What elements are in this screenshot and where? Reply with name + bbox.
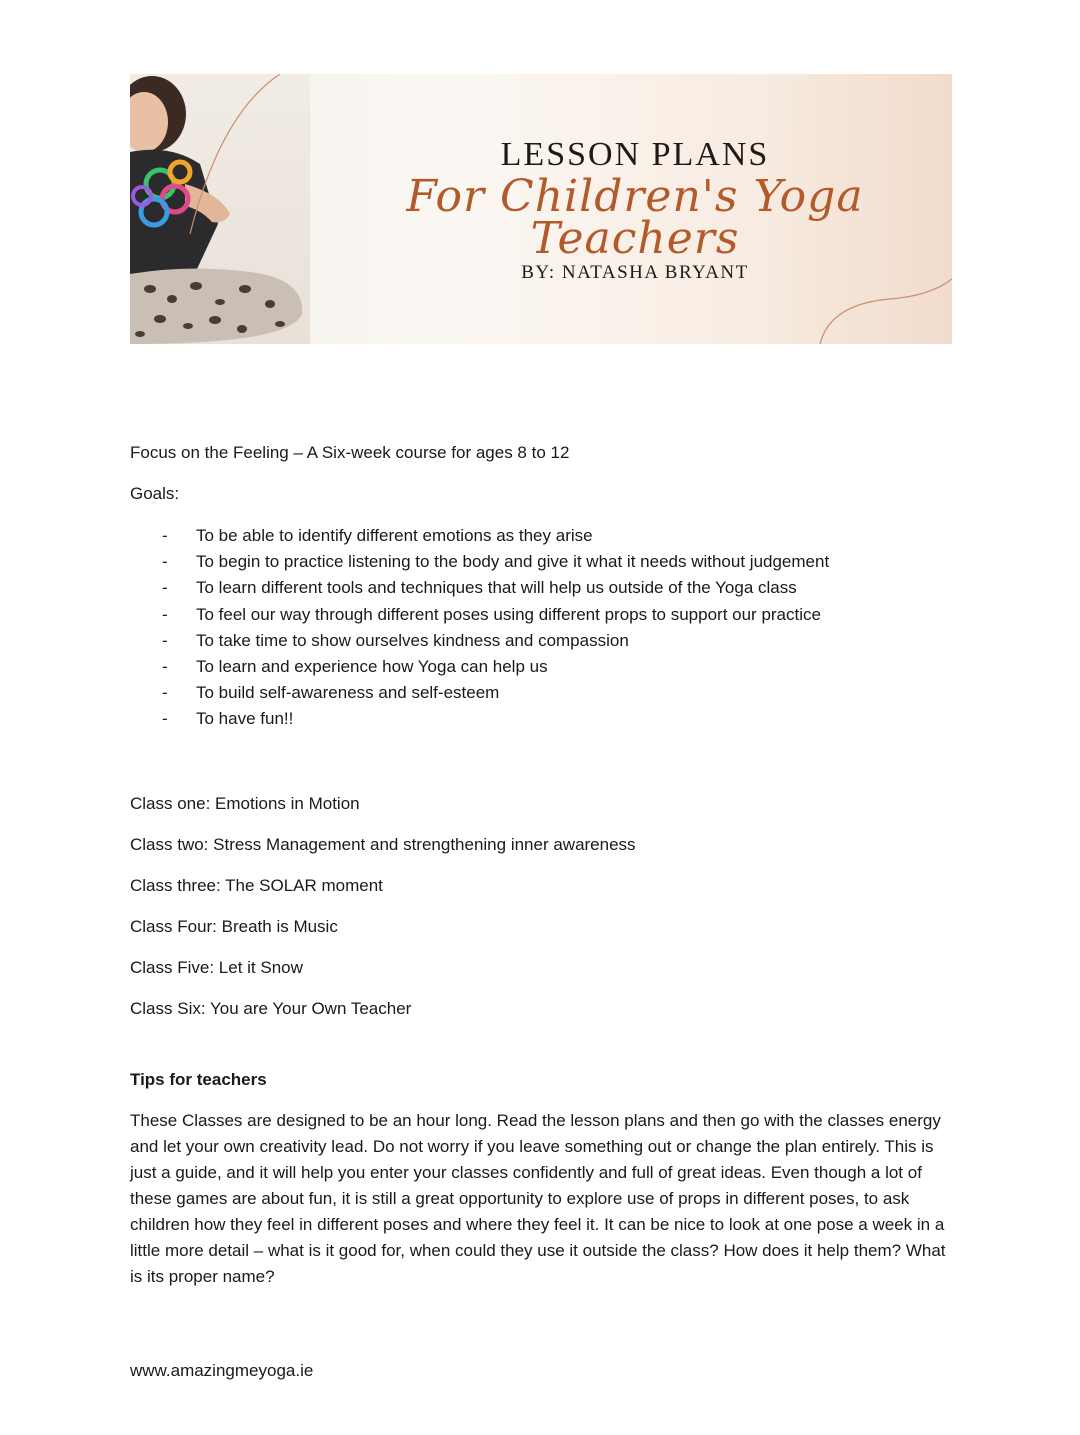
list-item: - To learn and experience how Yoga can help us [130,654,950,680]
list-item: - To begin to practice listening to the body and give it what it needs without judgement [130,549,950,575]
tips-heading: Tips for teachers [130,1069,267,1089]
banner-subtitle-line2: Teachers [530,213,740,264]
bullet-dash: - [162,630,168,650]
class-list [130,791,950,1037]
class-item: Class Four: Breath is Music [130,916,338,936]
bullet-dash: - [162,656,168,676]
class-item: Class three: The SOLAR moment [130,875,383,895]
class-item: Class one: Emotions in Motion [130,793,360,813]
list-item: - To build self-awareness and self-esteem [130,680,950,706]
list-item: - To have fun!! [130,706,950,732]
banner-text [330,74,940,344]
class-item: Class two: Stress Management and strengthening inner awareness [130,834,636,854]
banner-title: LESSON PLANS [500,136,770,173]
goals-label: Goals: [130,484,180,503]
list-item: - To feel our way through different poses using different props to support our practice [130,602,950,628]
bullet-dash: - [162,526,168,545]
bullet-dash: - [162,683,168,703]
list-item: - To take time to show ourselves kindness and compassion [130,628,950,654]
footer-url: www.amazingmeyoga.ie [130,1361,314,1380]
bullet-dash: - [162,578,168,598]
bullet-dash: - [162,552,168,572]
banner-byline: BY: NATASHA BRYANT [521,262,749,283]
goals-list [130,523,950,733]
document-body [130,440,950,1290]
tips-body: These Classes are designed to be an hour long. Read the lesson plans and then go with the classes energy and let your own creativity lead. Do not worry if you leave something out or change the plan entirely. This is just a guide, and it will help you enter your classes confidently and full of great ideas. Even though a lot of these games are about fun, it is still a great opportunity to explore use of props in different poses, to ask children how they feel in different poses and where they feel it. It can be nice to look at one pose a week in a little more detail – what is it good for, when could they use it outside the class? How does it help them? What is its proper name? [130,1110,946,1286]
banner-subtitle-line1: For Children's Yoga [406,171,864,222]
course-title: Focus on the Feeling – A Six-week course for ages 8 to 12 [130,443,570,462]
list-item: - To be able to identify different emotions as they arise [130,523,950,549]
bullet-dash: - [162,604,168,624]
header-banner [130,74,952,344]
class-item: Class Five: Let it Snow [130,957,303,977]
class-item: Class Six: You are Your Own Teacher [130,998,412,1018]
list-item: - To learn different tools and techniques that will help us outside of the Yoga class [130,575,950,601]
bullet-dash: - [162,709,168,729]
